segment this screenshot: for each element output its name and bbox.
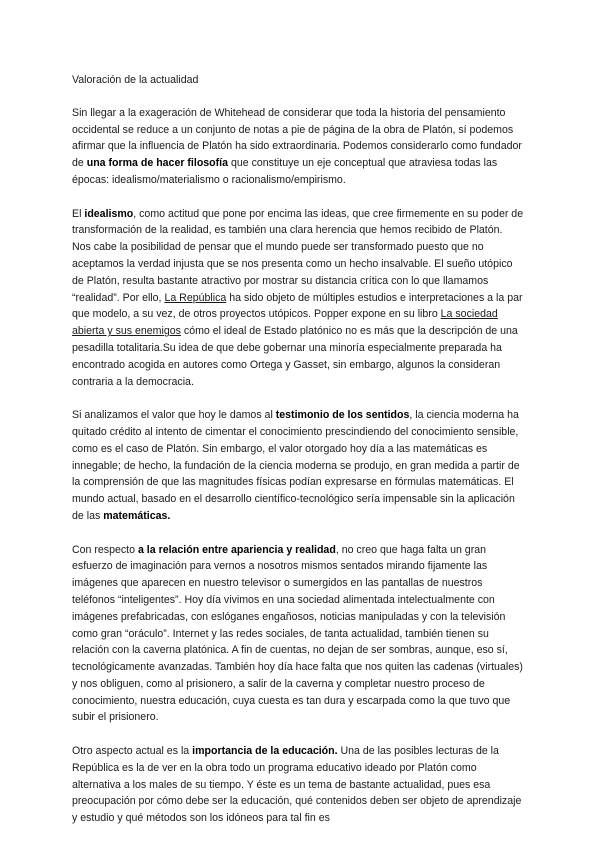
p4-bold-apariencia-realidad: a la relación entre apariencia y realidad [137,543,336,556]
paragraph-idealismo [72,206,524,391]
p1-text-c: que constituye un eje conceptual que atraviesa todas las épocas: idealismo/materialismo o racionalismo/empirismo. [72,157,498,186]
p3-text-c: , la ciencia moderna ha quitado crédito al intento de cimentar el conocimiento prescindiendo del conocimiento sensible, como es el caso de Platón. Sin embargo, el valor otorgado hoy día a las matemáticas es innegable; de hecho, la fundación de la ciencia moderna se produjo, en gran medida a partir de la comprensión de que las magnitudes físicas podían expresarse en fórmulas matemáticas. El mundo actual, basado en el desarrollo científico-tecnológico sería impensable sin la aplicación de las [72,409,520,522]
p2-underline-la-republica: La República [164,291,227,304]
p4-text-c: , no creo que haga falta un gran esfuerzo de imaginación para vernos a nosotros mismos sentados mirando fijamente las imágenes que aparecen en nuestro televisor o sumergidos en las pantallas de nuestros teléfonos “inteligentes”. Hoy día vivimos en una sociedad alimentada intelectualmente con imágenes prefabricadas, con eslóganes engañosos, noticias manipuladas y con la televisión como gran “oráculo”. Internet y las redes sociales, de tanta actualidad, también tienen su relación con la caverna platónica. A fin de cuentas, no dejan de ser sombras, aunque, eso sí, tecnológicamente avanzadas. También hoy día hace falta que nos quiten las cadenas (virtuales) y nos obliguen, como al prisionero, a salir de la caverna y completar nuestro proceso de conocimiento, nuestra educación, cuya cuesta es tan dura y escarpada como la que tuvo que subir el prisionero. [72,543,523,724]
p5-text-c: Una de las posibles lecturas de la República es la de ver en la obra todo un programa educativo ideado por Platón como alternativa a los males de su tiempo. Y éste es un tema de bastante actualidad, pues esa preocupación por cómo debe ser la educación, qué contenidos deben ser objeto de aprendizaje y estudio y qué métodos son los idóneos para tal fin es [72,745,522,825]
p2-bold-idealismo: idealismo [84,207,134,220]
p4-text-a: Con respecto [72,543,138,556]
p1-bold-hacer-filosofia: una forma de hacer filosofía [86,157,229,170]
p3-bold-testimonio-sentidos: testimonio de los sentidos [275,409,410,422]
paragraph-educacion [72,743,524,827]
p2-text-g: cómo el ideal de Estado platónico no es más que la descripción de una pesadilla totalitaria.Su idea de que debe gobernar una minoría especialmente preparada ha encontrado acogida en autores como Ortega y Gasset, sin embargo, algunos la consideran contraria a la democracia. [72,325,518,388]
document-body [72,72,524,844]
paragraph-whitehead [72,105,524,189]
paragraph-sentidos [72,407,524,525]
p1-text-a: Sin llegar a la exageración de Whitehead de considerar que toda la historia del pensamiento occidental se reduce a un conjunto de notas a pie de página de la obra de Platón, sí podemos afirmar que la influencia de Platón ha sido extraordinaria. Podemos considerarlo como fundador de [72,106,522,170]
p2-text-a: El [72,207,85,220]
p2-text-e: ha sido objeto de múltiples estudios e interpretaciones a la par que modelo, a su vez, de otros proyectos utópicos. Popper expone en su libro [72,291,523,321]
p2-text-c: , como actitud que pone por encima las ideas, que cree firmemente en su poder de transformación de la realidad, es también una clara herencia que hemos recibido de Platón. Nos cabe la posibilidad de pensar que el mundo puede ser transformado puesto que no aceptamos la verdad injusta que se nos presenta como un hecho insalvable. El sueño utópico de Platón, resulta bastante atractivo por mostrar su distancia crítica con lo que llamamos “realidad”. Por ello, [72,207,524,304]
p5-text-a: Otro aspecto actual es la [72,745,193,758]
p2-underline-sociedad-abierta: La sociedad abierta y sus enemigos [72,308,498,338]
p3-bold-matematicas: matemáticas. [103,509,171,522]
p5-bold-educacion: importancia de la educación. [192,745,338,758]
p3-text-a: Si analizamos el valor que hoy le damos al [72,409,276,422]
paragraph-apariencia-realidad [72,542,524,727]
section-title: Valoración de la actualidad [72,74,199,86]
